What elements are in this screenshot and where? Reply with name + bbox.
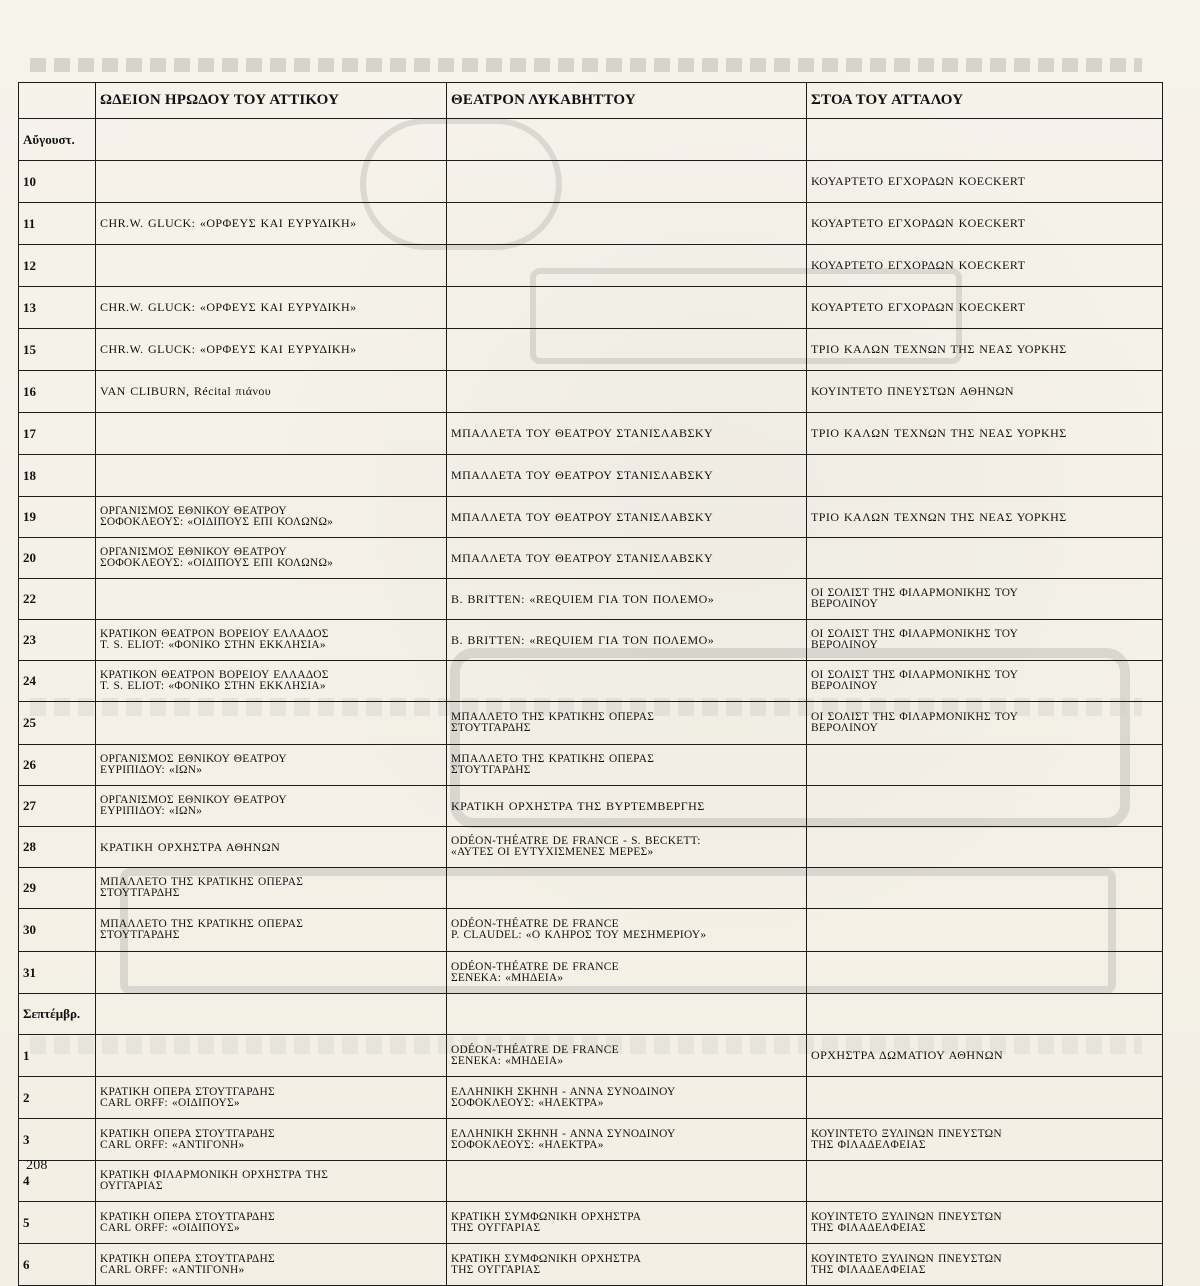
stoa-event: ΟΙ ΣΟΛΙΣΤ ΤΗΣ ΦΙΛΑΡΜΟΝΙΚΗΣ ΤΟΥ ΒΕΡΟΛΙΝΟΥ [811, 628, 1019, 651]
header-row [19, 83, 1163, 119]
odeion-cell [96, 994, 447, 1035]
stoa-cell [807, 538, 1163, 579]
odeion-cell [96, 786, 447, 827]
odeion-event: ΚΡΑΤΙΚΟΝ ΘΕΑΤΡΟΝ ΒΟΡΕΙΟΥ ΕΛΛΑΔΟΣ T. S. ELIOT: «ΦΟΝΙΚΟ ΣΤΗΝ ΕΚΚΛΗΣΙΑ» [100, 628, 329, 651]
lycabettus-cell [447, 620, 807, 661]
stoa-cell [807, 497, 1163, 538]
table-row [19, 952, 1163, 994]
stoa-event: ΚΟΥΑΡΤΕΤΟ ΕΓΧΟΡΔΩΝ ΚOECKERT [811, 216, 1026, 230]
lycabettus-event: ΕΛΛΗΝΙΚΗ ΣΚΗΝΗ - ΑΝΝΑ ΣΥΝΟΔΙΝΟΥ ΣΟΦΟΚΛΕΟΥΣ: «ΗΛΕΚΤΡΑ» [451, 1085, 676, 1109]
stoa-event: ΚΟΥΙΝΤΕΤΟ ΞΥΛΙΝΩΝ ΠΝΕΥΣΤΩΝ ΤΗΣ ΦΙΛΑΔΕΛΦΕΙΑΣ [811, 1210, 1002, 1234]
stoa-cell [807, 245, 1163, 287]
stoa-cell [807, 661, 1163, 702]
day-label: 22 [19, 579, 96, 620]
day-label: 6 [19, 1244, 96, 1286]
stoa-cell [807, 371, 1163, 413]
stoa-cell [807, 579, 1163, 620]
stoa-event: ΚΟΥΑΡΤΕΤΟ ΕΓΧΟΡΔΩΝ ΚOECKERT [811, 174, 1026, 188]
stoa-cell [807, 786, 1163, 827]
stoa-cell [807, 119, 1163, 161]
odeion-cell [96, 1077, 447, 1119]
odeion-cell [96, 1035, 447, 1077]
lycabettus-event: ΜΠΑΛΛΕΤΟ ΤΗΣ ΚΡΑΤΙΚΗΣ ΟΠΕΡΑΣ ΣΤΟΥΤΓΑΡΔΗΣ [451, 753, 655, 776]
odeion-cell [96, 455, 447, 497]
odeion-cell [96, 287, 447, 329]
odeion-cell [96, 1161, 447, 1202]
day-label: 26 [19, 745, 96, 786]
stoa-event: ΚΟΥΑΡΤΕΤΟ ΕΓΧΟΡΔΩΝ ΚOECKERT [811, 258, 1026, 272]
lycabettus-cell [447, 1077, 807, 1119]
stoa-cell [807, 413, 1163, 455]
lycabettus-event: B. BRITTEN: «REQUIEM ΓΙΑ ΤΟΝ ΠΟΛΕΜΟ» [451, 591, 715, 606]
lycabettus-event: ΚΡΑΤΙΚΗ ΟΡΧΗΣΤΡΑ ΤΗΣ ΒΥΡΤΕΜΒΕΡΓΗΣ [451, 798, 705, 813]
lycabettus-event: ΜΠΑΛΛΕΤΑ ΤΟΥ ΘΕΑΤΡΟΥ ΣΤΑΝΙΣΛΑΒΣΚΥ [451, 550, 714, 565]
odeion-cell [96, 1119, 447, 1161]
stoa-cell [807, 909, 1163, 952]
stoa-cell [807, 952, 1163, 994]
day-label: Αὔγουστ. [19, 119, 96, 161]
odeion-cell [96, 827, 447, 868]
table-row [19, 1035, 1163, 1077]
stoa-event: ΟΙ ΣΟΛΙΣΤ ΤΗΣ ΦΙΛΑΡΜΟΝΙΚΗΣ ΤΟΥ ΒΕΡΟΛΙΝΟΥ [811, 711, 1019, 734]
odeion-cell [96, 245, 447, 287]
lycabettus-cell [447, 203, 807, 245]
table-row [19, 827, 1163, 868]
odeion-cell [96, 579, 447, 620]
day-label: 29 [19, 868, 96, 909]
lycabettus-cell [447, 245, 807, 287]
table-row [19, 1119, 1163, 1161]
header-odeion: ΩΔΕΙΟΝ ΗΡΩΔΟΥ ΤΟΥ ΑΤΤΙΚΟΥ [96, 83, 447, 119]
lycabettus-cell [447, 413, 807, 455]
stoa-cell [807, 868, 1163, 909]
header-stoa: ΣΤΟΑ ΤΟΥ ΑΤΤΑΛΟΥ [807, 83, 1163, 119]
day-label: 23 [19, 620, 96, 661]
day-label: 17 [19, 413, 96, 455]
table-row [19, 538, 1163, 579]
day-label: 27 [19, 786, 96, 827]
day-label: 13 [19, 287, 96, 329]
stoa-cell [807, 702, 1163, 745]
lycabettus-cell [447, 827, 807, 868]
day-label: 11 [19, 203, 96, 245]
lycabettus-event: ΚΡΑΤΙΚΗ ΣΥΜΦΩΝΙΚΗ ΟΡΧΗΣΤΡΑ ΤΗΣ ΟΥΓΓΑΡΙΑΣ [451, 1252, 642, 1276]
table-row [19, 161, 1163, 203]
odeion-cell [96, 203, 447, 245]
day-label: Σεπτέμβρ. [19, 994, 96, 1035]
lycabettus-cell [447, 994, 807, 1035]
lycabettus-cell [447, 287, 807, 329]
odeion-event: ΜΠΑΛΛΕΤΟ ΤΗΣ ΚΡΑΤΙΚΗΣ ΟΠΕΡΑΣ ΣΤΟΥΤΓΑΡΔΗΣ [100, 876, 304, 899]
stoa-cell [807, 203, 1163, 245]
odeion-cell [96, 1244, 447, 1286]
lycabettus-cell [447, 1119, 807, 1161]
lycabettus-cell [447, 1161, 807, 1202]
lycabettus-event: ODÉON-THÉATRE DE FRANCE P. CLAUDEL: «Ο ΚΛΗΡΟΣ ΤΟΥ ΜΕΣΗΜΕΡΙΟΥ» [451, 918, 707, 941]
table-row [19, 745, 1163, 786]
odeion-event: ΚΡΑΤΙΚΗ ΟΠΕΡΑ ΣΤΟΥΤΓΑΡΔΗΣ CARL ORFF: «ΑΝΤΙΓΟΝΗ» [100, 1252, 275, 1276]
day-label: 12 [19, 245, 96, 287]
stoa-cell [807, 161, 1163, 203]
table-row [19, 661, 1163, 702]
stoa-cell [807, 1161, 1163, 1202]
lycabettus-event: ΚΡΑΤΙΚΗ ΣΥΜΦΩΝΙΚΗ ΟΡΧΗΣΤΡΑ ΤΗΣ ΟΥΓΓΑΡΙΑΣ [451, 1210, 642, 1234]
day-label: 4 [19, 1161, 96, 1202]
stoa-event: ΚΟΥΙΝΤΕΤΟ ΞΥΛΙΝΩΝ ΠΝΕΥΣΤΩΝ ΤΗΣ ΦΙΛΑΔΕΛΦΕΙΑΣ [811, 1127, 1002, 1151]
table-row [19, 620, 1163, 661]
stoa-cell [807, 329, 1163, 371]
header-day [19, 83, 96, 119]
table-row [19, 994, 1163, 1035]
odeion-event: ΟΡΓΑΝΙΣΜΟΣ ΕΘΝΙΚΟΥ ΘΕΑΤΡΟΥ ΣΟΦΟΚΛΕΟΥΣ: «ΟΙΔΙΠΟΥΣ ΕΠΙ ΚΟΛΩΝΩ» [100, 505, 334, 528]
stoa-event: ΟΙ ΣΟΛΙΣΤ ΤΗΣ ΦΙΛΑΡΜΟΝΙΚΗΣ ΤΟΥ ΒΕΡΟΛΙΝΟΥ [811, 587, 1019, 610]
day-label: 2 [19, 1077, 96, 1119]
lycabettus-event: ΜΠΑΛΛΕΤΑ ΤΟΥ ΘΕΑΤΡΟΥ ΣΤΑΝΙΣΛΑΒΣΚΥ [451, 468, 714, 482]
stoa-cell [807, 1244, 1163, 1286]
lycabettus-cell [447, 161, 807, 203]
stoa-cell [807, 1035, 1163, 1077]
lycabettus-event: ΜΠΑΛΛΕΤΑ ΤΟΥ ΘΕΑΤΡΟΥ ΣΤΑΝΙΣΛΑΒΣΚΥ [451, 426, 714, 440]
table-row [19, 1077, 1163, 1119]
table-row [19, 371, 1163, 413]
lycabettus-event: ΜΠΑΛΛΕΤΟ ΤΗΣ ΚΡΑΤΙΚΗΣ ΟΠΕΡΑΣ ΣΤΟΥΤΓΑΡΔΗΣ [451, 711, 655, 734]
odeion-event: ΜΠΑΛΛΕΤΟ ΤΗΣ ΚΡΑΤΙΚΗΣ ΟΠΕΡΑΣ ΣΤΟΥΤΓΑΡΔΗΣ [100, 918, 304, 941]
day-label: 20 [19, 538, 96, 579]
lycabettus-cell [447, 538, 807, 579]
day-label: 16 [19, 371, 96, 413]
table-row [19, 909, 1163, 952]
odeion-event: ΚΡΑΤΙΚΟΝ ΘΕΑΤΡΟΝ ΒΟΡΕΙΟΥ ΕΛΛΑΔΟΣ T. S. ELIOT: «ΦΟΝΙΚΟ ΣΤΗΝ ΕΚΚΛΗΣΙΑ» [100, 669, 329, 692]
lycabettus-cell [447, 702, 807, 745]
lycabettus-cell [447, 786, 807, 827]
table-row [19, 1161, 1163, 1202]
stoa-cell [807, 827, 1163, 868]
lycabettus-cell [447, 952, 807, 994]
lycabettus-cell [447, 868, 807, 909]
stoa-event: ΚΟΥΑΡΤΕΤΟ ΕΓΧΟΡΔΩΝ ΚOECKERT [811, 300, 1026, 314]
table-row [19, 1244, 1163, 1286]
odeion-cell [96, 329, 447, 371]
day-label: 19 [19, 497, 96, 538]
table-row [19, 455, 1163, 497]
odeion-event: ΟΡΓΑΝΙΣΜΟΣ ΕΘΝΙΚΟΥ ΘΕΑΤΡΟΥ ΕΥΡΙΠΙΔΟΥ: «ΙΩΝ» [100, 753, 287, 776]
stoa-cell [807, 455, 1163, 497]
odeion-cell [96, 371, 447, 413]
table-row [19, 1202, 1163, 1244]
odeion-cell [96, 745, 447, 786]
lycabettus-event: ODÉON-THÉATRE DE FRANCE - S. BECKETT: «ΑΥΤΕΣ ΟΙ ΕΥΤΥΧΙΣΜΕΝΕΣ ΜΕΡΕΣ» [451, 835, 701, 858]
odeion-cell [96, 1202, 447, 1244]
lycabettus-cell [447, 579, 807, 620]
lycabettus-cell [447, 1202, 807, 1244]
stoa-cell [807, 1077, 1163, 1119]
day-label: 25 [19, 702, 96, 745]
day-label: 31 [19, 952, 96, 994]
odeion-event: ΚΡΑΤΙΚΗ ΟΡΧΗΣΤΡΑ ΑΘΗΝΩΝ [100, 839, 281, 854]
table-row [19, 203, 1163, 245]
odeion-cell [96, 497, 447, 538]
odeion-cell [96, 620, 447, 661]
stoa-event: ΤΡΙΟ ΚΑΛΩΝ ΤΕΧΝΩΝ ΤΗΣ ΝΕΑΣ ΥΟΡΚΗΣ [811, 426, 1067, 440]
stoa-cell [807, 620, 1163, 661]
lycabettus-cell [447, 329, 807, 371]
odeion-cell [96, 702, 447, 745]
odeion-event: CHR.W. GLUCK: «ΟΡΦΕΥΣ ΚΑΙ ΕΥΡΥΔΙΚΗ» [100, 342, 357, 356]
watermark-band [30, 58, 1142, 72]
day-label: 5 [19, 1202, 96, 1244]
odeion-event: CHR.W. GLUCK: «ΟΡΦΕΥΣ ΚΑΙ ΕΥΡΥΔΙΚΗ» [100, 300, 357, 314]
header-lycabettus: ΘΕΑΤΡΟΝ ΛΥΚΑΒΗΤΤΟΥ [447, 83, 807, 119]
odeion-event: ΚΡΑΤΙΚΗ ΟΠΕΡΑ ΣΤΟΥΤΓΑΡΔΗΣ CARL ORFF: «ΟΙΔΙΠΟΥΣ» [100, 1085, 275, 1109]
stoa-cell [807, 994, 1163, 1035]
lycabettus-event: ΕΛΛΗΝΙΚΗ ΣΚΗΝΗ - ΑΝΝΑ ΣΥΝΟΔΙΝΟΥ ΣΟΦΟΚΛΕΟΥΣ: «ΗΛΕΚΤΡΑ» [451, 1127, 676, 1151]
odeion-event: VAN CLIBURN, Récital πιάνου [100, 384, 272, 398]
table-row [19, 702, 1163, 745]
stoa-event: ΤΡΙΟ ΚΑΛΩΝ ΤΕΧΝΩΝ ΤΗΣ ΝΕΑΣ ΥΟΡΚΗΣ [811, 342, 1067, 356]
odeion-event: ΚΡΑΤΙΚΗ ΟΠΕΡΑ ΣΤΟΥΤΓΑΡΔΗΣ CARL ORFF: «ΑΝΤΙΓΟΝΗ» [100, 1127, 275, 1151]
day-label: 10 [19, 161, 96, 203]
day-label: 24 [19, 661, 96, 702]
lycabettus-event: ΜΠΑΛΛΕΤΑ ΤΟΥ ΘΕΑΤΡΟΥ ΣΤΑΝΙΣΛΑΒΣΚΥ [451, 509, 714, 524]
odeion-event: ΟΡΓΑΝΙΣΜΟΣ ΕΘΝΙΚΟΥ ΘΕΑΤΡΟΥ ΕΥΡΙΠΙΔΟΥ: «ΙΩΝ» [100, 794, 287, 817]
lycabettus-cell [447, 455, 807, 497]
odeion-cell [96, 909, 447, 952]
stoa-cell [807, 1202, 1163, 1244]
stoa-cell [807, 1119, 1163, 1161]
stoa-cell [807, 745, 1163, 786]
table-row [19, 579, 1163, 620]
odeion-event: ΚΡΑΤΙΚΗ ΦΙΛΑΡΜΟΝΙΚΗ ΟΡΧΗΣΤΡΑ ΤΗΣ ΟΥΓΓΑΡΙΑΣ [100, 1169, 329, 1192]
odeion-cell [96, 413, 447, 455]
lycabettus-cell [447, 909, 807, 952]
day-label: 30 [19, 909, 96, 952]
day-label: 1 [19, 1035, 96, 1077]
stoa-cell [807, 287, 1163, 329]
day-label: 28 [19, 827, 96, 868]
lycabettus-cell [447, 371, 807, 413]
page-number: 208 [26, 1158, 48, 1173]
lycabettus-event: ODÉON-THÉATRE DE FRANCE ΣΕΝΕΚΑ: «ΜΗΔΕΙΑ» [451, 1043, 619, 1067]
table-row [19, 868, 1163, 909]
stoa-event: ΚΟΥΙΝΤΕΤΟ ΠΝΕΥΣΤΩΝ ΑΘΗΝΩΝ [811, 384, 1015, 398]
odeion-cell [96, 661, 447, 702]
table-row [19, 329, 1163, 371]
day-label: 3 [19, 1119, 96, 1161]
stoa-event: ΤΡΙΟ ΚΑΛΩΝ ΤΕΧΝΩΝ ΤΗΣ ΝΕΑΣ ΥΟΡΚΗΣ [811, 509, 1067, 524]
table-row [19, 245, 1163, 287]
day-label: 18 [19, 455, 96, 497]
lycabettus-cell [447, 661, 807, 702]
stoa-event: ΟΡΧΗΣΤΡΑ ΔΩΜΑΤΙΟΥ ΑΘΗΝΩΝ [811, 1048, 1004, 1062]
table-row [19, 497, 1163, 538]
odeion-cell [96, 119, 447, 161]
lycabettus-cell [447, 497, 807, 538]
odeion-event: ΟΡΓΑΝΙΣΜΟΣ ΕΘΝΙΚΟΥ ΘΕΑΤΡΟΥ ΣΟΦΟΚΛΕΟΥΣ: «ΟΙΔΙΠΟΥΣ ΕΠΙ ΚΟΛΩΝΩ» [100, 546, 334, 569]
lycabettus-cell [447, 745, 807, 786]
table-row [19, 413, 1163, 455]
schedule-table [18, 82, 1163, 1286]
day-label: 15 [19, 329, 96, 371]
lycabettus-event: B. BRITTEN: «REQUIEM ΓΙΑ ΤΟΝ ΠΟΛΕΜΟ» [451, 632, 715, 647]
table-row [19, 287, 1163, 329]
lycabettus-cell [447, 1244, 807, 1286]
stoa-event: ΚΟΥΙΝΤΕΤΟ ΞΥΛΙΝΩΝ ΠΝΕΥΣΤΩΝ ΤΗΣ ΦΙΛΑΔΕΛΦΕΙΑΣ [811, 1252, 1002, 1276]
odeion-cell [96, 161, 447, 203]
lycabettus-event: ODÉON-THÉATRE DE FRANCE ΣΕΝΕΚΑ: «ΜΗΔΕΙΑ» [451, 960, 619, 984]
lycabettus-cell [447, 1035, 807, 1077]
stoa-event: ΟΙ ΣΟΛΙΣΤ ΤΗΣ ΦΙΛΑΡΜΟΝΙΚΗΣ ΤΟΥ ΒΕΡΟΛΙΝΟΥ [811, 669, 1019, 692]
table-row [19, 786, 1163, 827]
odeion-event: ΚΡΑΤΙΚΗ ΟΠΕΡΑ ΣΤΟΥΤΓΑΡΔΗΣ CARL ORFF: «ΟΙΔΙΠΟΥΣ» [100, 1210, 275, 1234]
table-row [19, 119, 1163, 161]
odeion-cell [96, 952, 447, 994]
lycabettus-cell [447, 119, 807, 161]
odeion-event: CHR.W. GLUCK: «ΟΡΦΕΥΣ ΚΑΙ ΕΥΡΥΔΙΚΗ» [100, 216, 357, 230]
odeion-cell [96, 868, 447, 909]
odeion-cell [96, 538, 447, 579]
schedule-table-wrapper [18, 82, 1142, 1286]
